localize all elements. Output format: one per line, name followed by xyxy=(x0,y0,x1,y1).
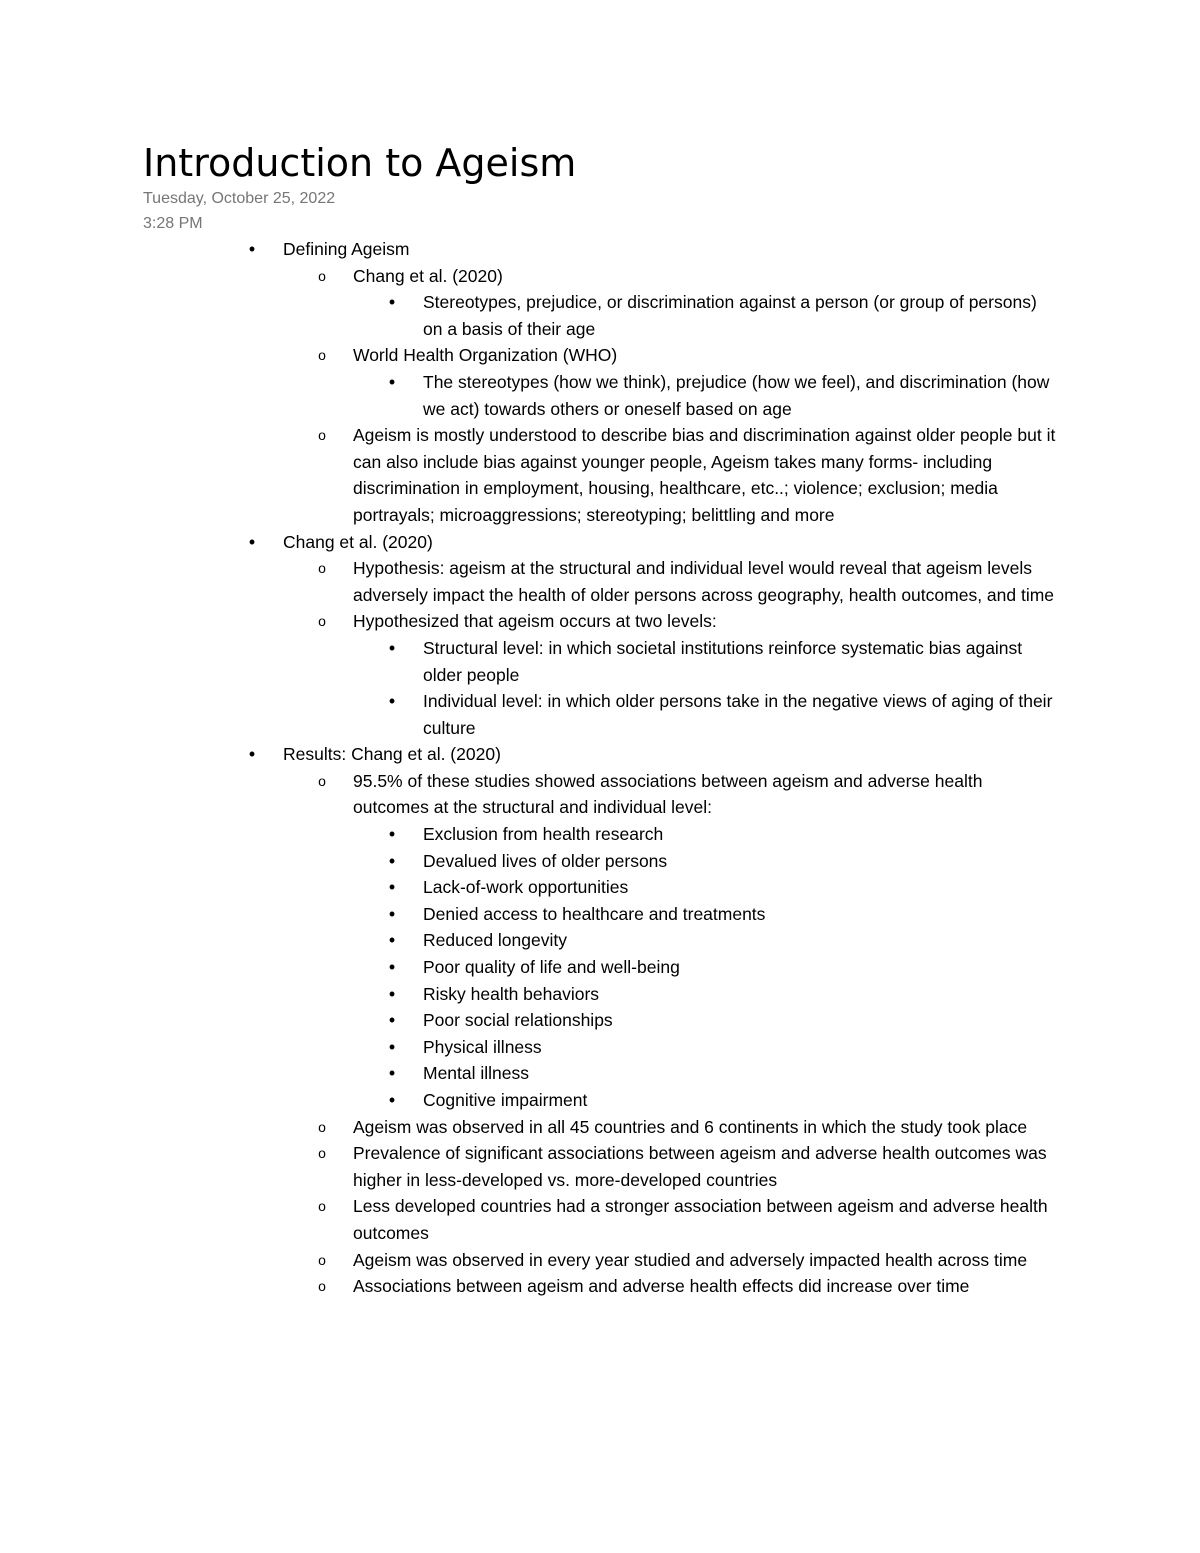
bullet-icon: • xyxy=(388,292,396,313)
outline-item-text: Prevalence of significant associations between ageism and adverse health outcomes was higher in less-developed vs. more-developed countries xyxy=(353,1143,1047,1190)
outline-item-text: The stereotypes (how we think), prejudice (how we feel), and discrimination (how we act) towards others or oneself based on age xyxy=(423,371,1050,419)
outline-item-text: Physical illness xyxy=(423,1036,542,1057)
outline-item-text: Hypothesized that ageism occurs at two levels: xyxy=(353,611,717,632)
outline-item-level-3 xyxy=(0,369,1053,422)
page-title: Introduction to Ageism xyxy=(143,141,577,185)
outline-item-level-2 xyxy=(0,263,1058,290)
outline-item-text: Mental illness xyxy=(423,1063,530,1084)
bullet-icon: • xyxy=(388,983,396,1004)
hollow-bullet-icon: o xyxy=(318,1278,326,1295)
bullet-icon: • xyxy=(248,239,256,259)
hollow-bullet-icon: o xyxy=(318,772,326,789)
outline-item-text: Stereotypes, prejudice, or discrimination against a person (or group of persons) on a basis of their age xyxy=(423,292,1037,339)
outline-item-text: Chang et al. (2020) xyxy=(353,265,503,286)
bullet-icon: • xyxy=(388,1010,396,1031)
outline-item-level-1 xyxy=(0,236,1053,263)
outline-item-text: Poor quality of life and well-being xyxy=(423,957,680,978)
bullet-icon: • xyxy=(388,691,396,712)
bullet-icon: • xyxy=(248,744,256,765)
outline-item-text: Ageism was observed in every year studied and adversely impacted health across time xyxy=(353,1249,1028,1270)
outline-item-level-3 xyxy=(0,927,1053,954)
note-time: 3:28 PM xyxy=(143,215,203,232)
outline-item-text: Reduced longevity xyxy=(423,930,567,951)
outline-item-text: Exclusion from health research xyxy=(423,824,664,845)
hollow-bullet-icon: o xyxy=(318,1198,326,1215)
outline-item-level-2 xyxy=(0,1193,1058,1246)
outline-item-text: Individual level: in which older persons take in the negative views of aging of their culture xyxy=(423,691,1053,738)
outline-item-level-3 xyxy=(0,289,1053,342)
hollow-bullet-icon: o xyxy=(318,427,326,444)
bullet-icon: • xyxy=(388,824,396,845)
bullet-icon: • xyxy=(388,850,396,871)
outline-item-level-3 xyxy=(0,901,1053,928)
bullet-icon: • xyxy=(388,930,396,951)
outline-item-level-3 xyxy=(0,1034,1053,1061)
outline-item-level-3 xyxy=(0,688,1053,741)
hollow-bullet-icon: o xyxy=(318,613,326,630)
outline-item-level-3 xyxy=(0,1007,1053,1034)
hollow-bullet-icon: o xyxy=(318,560,326,577)
outline-item-level-3 xyxy=(0,635,1053,688)
outline-item-text: Ageism is mostly understood to describe bias and discrimination against older people but it can also include bias against younger people, Ageism takes many forms- including discrimination in employment, housing, healthcare, etc..; violence; exclusion; media portrayals; microaggressions; stereotyping; belittling and more xyxy=(353,425,1056,525)
outline-item-level-2 xyxy=(0,555,1058,608)
bullet-icon: • xyxy=(388,903,396,924)
outline-item-text: Devalued lives of older persons xyxy=(423,850,668,871)
outline-item-text: Chang et al. (2020) xyxy=(283,531,433,552)
bullet-icon: • xyxy=(388,957,396,978)
outline-item-level-3 xyxy=(0,981,1053,1008)
outline-item-text: Less developed countries had a stronger association between ageism and adverse health outcomes xyxy=(353,1196,1048,1243)
bullet-icon: • xyxy=(248,531,256,552)
outline-item-level-2 xyxy=(0,342,1058,369)
outline-item-text: Hypothesis: ageism at the structural and individual level would reveal that ageism levels adversely impact the health of older persons across geography, health outcomes, and time xyxy=(353,558,1055,605)
outline-item-level-1 xyxy=(0,741,1053,768)
bullet-icon: • xyxy=(388,1063,396,1084)
outline-item-level-3 xyxy=(0,848,1053,875)
outline-item-level-2 xyxy=(0,768,1058,821)
outline-item-text: Lack-of-work opportunities xyxy=(423,877,629,898)
hollow-bullet-icon: o xyxy=(318,1145,326,1162)
outline-item-level-2 xyxy=(0,422,1058,528)
outline-item-level-2 xyxy=(0,1140,1058,1193)
outline-item-level-2 xyxy=(0,608,1058,635)
bullet-icon: • xyxy=(388,371,396,392)
note-date: Tuesday, October 25, 2022 xyxy=(143,190,336,207)
outline-item-text: World Health Organization (WHO) xyxy=(353,345,618,366)
hollow-bullet-icon: o xyxy=(318,1251,326,1268)
outline-item-level-3 xyxy=(0,1060,1053,1087)
outline-item-level-1 xyxy=(0,529,1053,556)
outline-item-level-3 xyxy=(0,874,1053,901)
outline-list xyxy=(0,236,1200,1300)
outline-item-level-3 xyxy=(0,1087,1053,1114)
outline-item-level-2 xyxy=(0,1273,1058,1300)
hollow-bullet-icon: o xyxy=(318,267,326,284)
outline-item-text: Associations between ageism and adverse health effects did increase over time xyxy=(353,1276,970,1297)
outline-item-text: Risky health behaviors xyxy=(423,983,600,1004)
bullet-icon: • xyxy=(388,637,396,658)
bullet-icon: • xyxy=(388,1090,396,1110)
outline-item-text: Structural level: in which societal institutions reinforce systematic bias against older people xyxy=(423,637,1023,685)
outline-item-text: Poor social relationships xyxy=(423,1010,613,1031)
outline-item-text: Ageism was observed in all 45 countries and 6 continents in which the study took place xyxy=(353,1116,1028,1137)
outline-item-text: Defining Ageism xyxy=(283,239,410,259)
outline-item-level-2 xyxy=(0,1114,1058,1141)
outline-item-text: Cognitive impairment xyxy=(423,1090,588,1110)
outline-item-text: Denied access to healthcare and treatments xyxy=(423,903,766,924)
hollow-bullet-icon: o xyxy=(318,1118,326,1135)
hollow-bullet-icon: o xyxy=(318,347,326,364)
outline-item-level-2 xyxy=(0,1247,1058,1274)
bullet-icon: • xyxy=(388,1036,396,1057)
bullet-icon: • xyxy=(388,877,396,898)
outline-item-text: Results: Chang et al. (2020) xyxy=(283,744,501,765)
outline-item-text: 95.5% of these studies showed associations between ageism and adverse health outcomes at the structural and individual level: xyxy=(353,770,983,818)
outline-item-level-3 xyxy=(0,821,1053,848)
outline-item-level-3 xyxy=(0,954,1053,981)
